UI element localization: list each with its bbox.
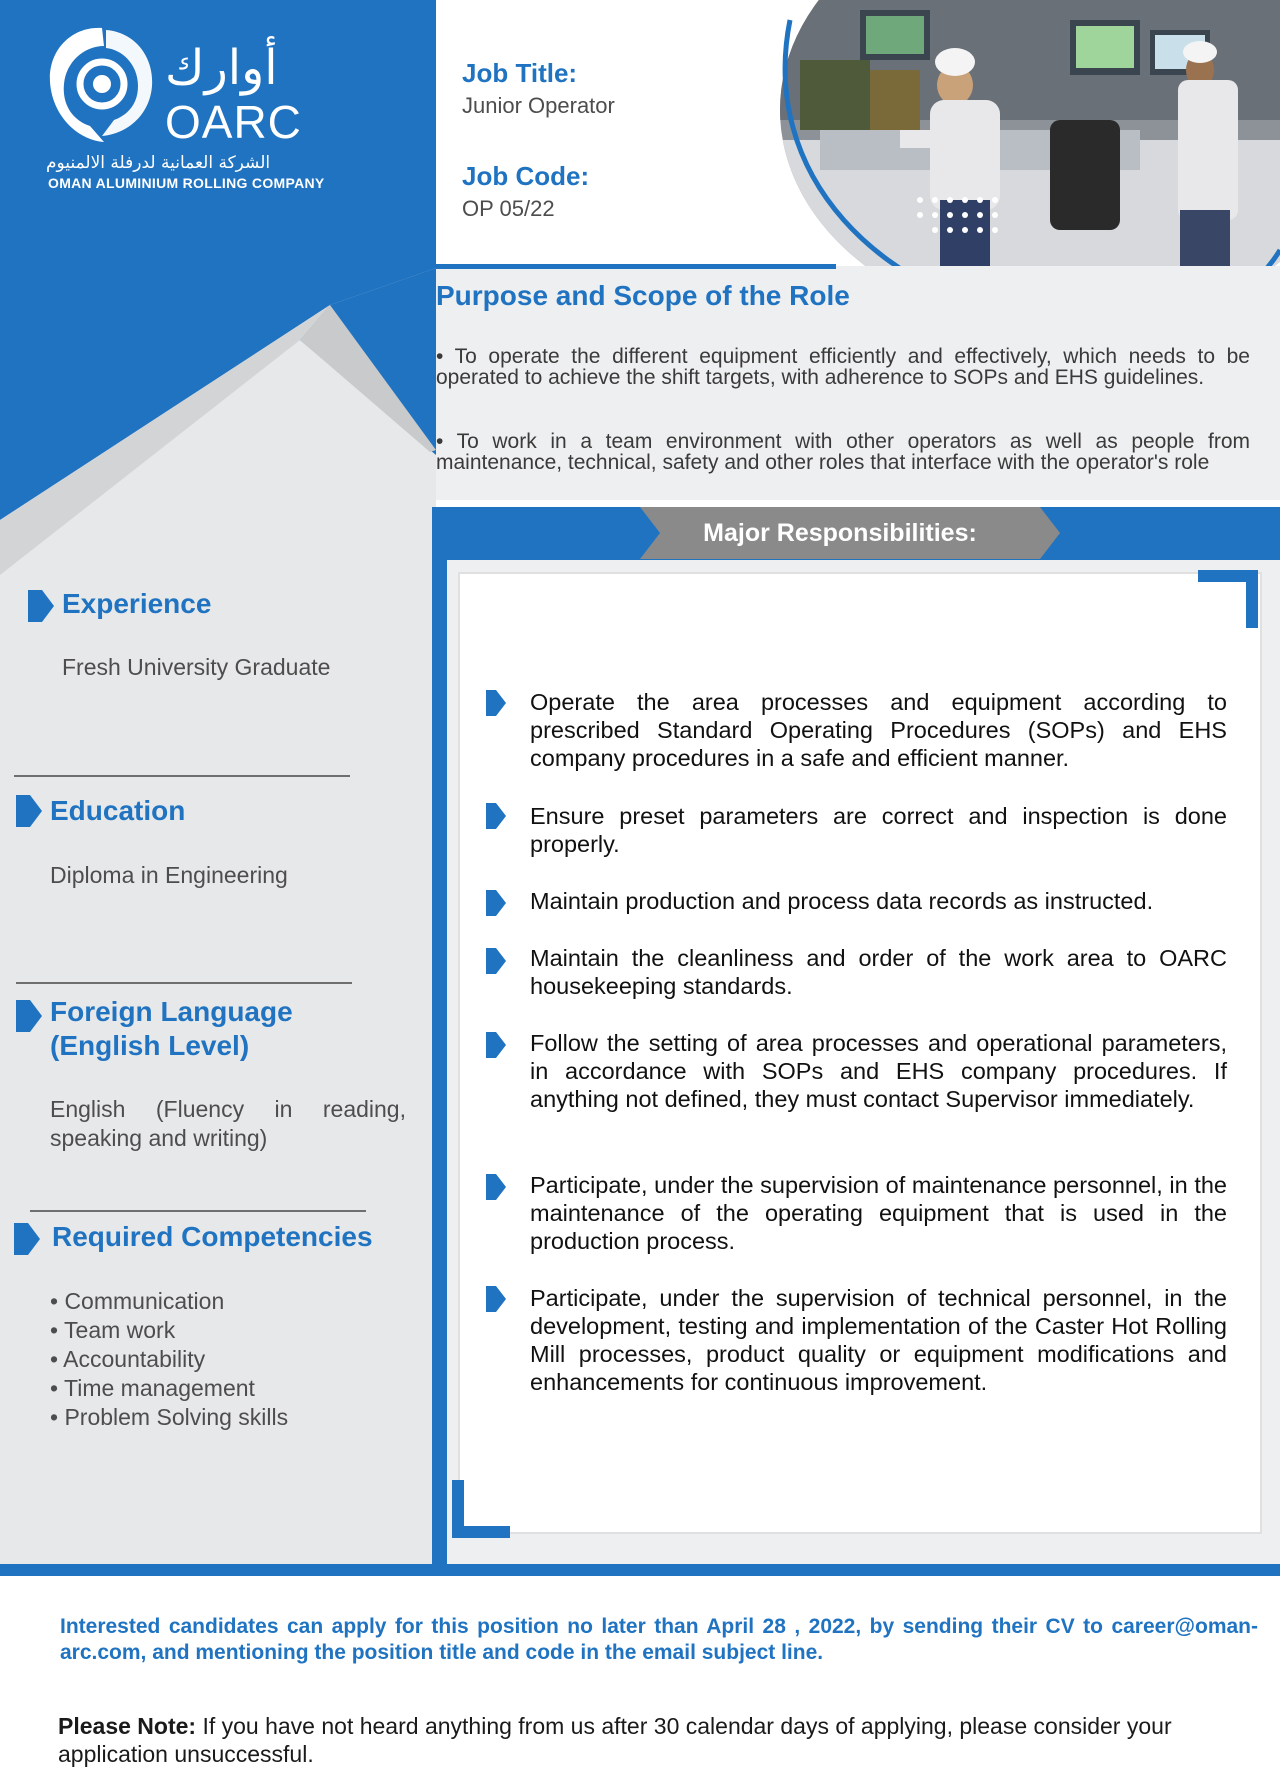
- competency-item: • Time management: [50, 1375, 255, 1401]
- education-heading: Education: [50, 795, 186, 826]
- note-label: Please Note:: [58, 1713, 197, 1739]
- responsibility-item-3: Maintain production and process data records as instructed.: [530, 888, 1154, 914]
- purpose-heading: Purpose and Scope of the Role: [436, 280, 850, 311]
- competency-item: • Problem Solving skills: [50, 1404, 289, 1430]
- purpose-top-rule: [436, 264, 836, 269]
- language-heading-line2: (English Level): [50, 1030, 250, 1061]
- bullet-marker-icon: [486, 890, 508, 916]
- purpose-point-2: • To work in a team environment with other operators as well as people from maintenance, technical, safety and other roles that interface with the operator's role: [436, 430, 1250, 474]
- responsibilities-heading: Major Responsibilities:: [703, 518, 977, 547]
- competency-item: • Team work: [50, 1317, 176, 1343]
- job-code-value: OP 05/22: [462, 196, 555, 221]
- responsibility-item-5: Follow the setting of area processes and operational parameters, in accordance with SOPs and EHS company procedures. If anything not defined, they must contact Supervisor immediately.: [530, 1030, 1227, 1112]
- purpose-marker-icon: [400, 290, 428, 322]
- responsibility-item-7: Participate, under the supervision of technical personnel, in the development, testing and implementation of the Caster Hot Rolling Mill processes, product quality or equipment modifications and enhancements for continuous improvement.: [530, 1285, 1227, 1395]
- logo-english-company: OMAN ALUMINIUM ROLLING COMPANY: [48, 175, 325, 191]
- job-code-label: Job Code:: [462, 161, 590, 191]
- bullet-marker-icon: [486, 1286, 508, 1312]
- bullet-marker-icon: [486, 803, 508, 829]
- job-title-label: Job Title:: [462, 58, 578, 88]
- responsibility-item-4: Maintain the cleanliness and order of the work area to OARC housekeeping standards.: [530, 945, 1227, 999]
- competencies-heading: Required Competencies: [52, 1221, 373, 1252]
- experience-text: Fresh University Graduate: [62, 654, 331, 680]
- language-heading-line1: Foreign Language: [50, 996, 293, 1027]
- bullet-marker-icon: [486, 690, 508, 716]
- note-body: If you have not heard anything from us after 30 calendar days of applying, please consider your application unsuccessful.: [58, 1713, 1172, 1767]
- purpose-point-1: • To operate the different equipment efficiently and effectively, which needs to be operated to achieve the shift targets, with adherence to SOPs and EHS guidelines.: [436, 345, 1250, 389]
- responsibility-item-6: Participate, under the supervision of maintenance personnel, in the maintenance of the operating equipment that is used in the production process.: [530, 1172, 1227, 1254]
- logo-arabic-name: أوارك: [165, 40, 278, 96]
- language-text: English (Fluency in reading, speaking and writing): [50, 1096, 406, 1151]
- bullet-marker-icon: [486, 1174, 508, 1200]
- experience-divider: [14, 775, 350, 777]
- footer-divider: [0, 1564, 1280, 1576]
- competency-item: • Accountability: [50, 1346, 206, 1372]
- language-divider: [30, 1210, 366, 1212]
- oarc-logo-icon: [42, 22, 160, 150]
- education-text: Diploma in Engineering: [50, 862, 288, 888]
- education-marker-icon: [16, 795, 44, 827]
- responsibility-item-2: Ensure preset parameters are correct and inspection is done properly.: [530, 803, 1227, 857]
- bullet-marker-icon: [486, 948, 508, 974]
- language-marker-icon: [16, 1000, 44, 1032]
- corner-bracket-top-right: [1198, 570, 1260, 630]
- competencies-marker-icon: [14, 1223, 42, 1255]
- education-divider: [16, 982, 352, 984]
- experience-marker-icon: [28, 590, 56, 622]
- logo-english-name: OARC: [165, 96, 302, 148]
- experience-heading: Experience: [62, 588, 212, 619]
- competency-item: • Communication: [50, 1288, 225, 1314]
- bullet-marker-icon: [486, 1032, 508, 1058]
- please-note: [58, 1712, 1258, 1768]
- competencies-list: [50, 1287, 288, 1432]
- logo-arabic-company: الشركة العمانية لدرفلة الالمنيوم: [46, 153, 271, 173]
- job-title-value: Junior Operator: [462, 93, 615, 118]
- corner-bracket-bottom-left: [452, 1480, 512, 1540]
- apply-instructions: Interested candidates can apply for this position no later than April 28 , 2022, by sending their CV to career@oman-arc.com, and mentioning the position title and code in the email subject line.: [60, 1615, 1258, 1664]
- responsibility-item-1: Operate the area processes and equipment according to prescribed Standard Operating Procedures (SOPs) and EHS company procedures in a safe and efficient manner.: [530, 689, 1227, 771]
